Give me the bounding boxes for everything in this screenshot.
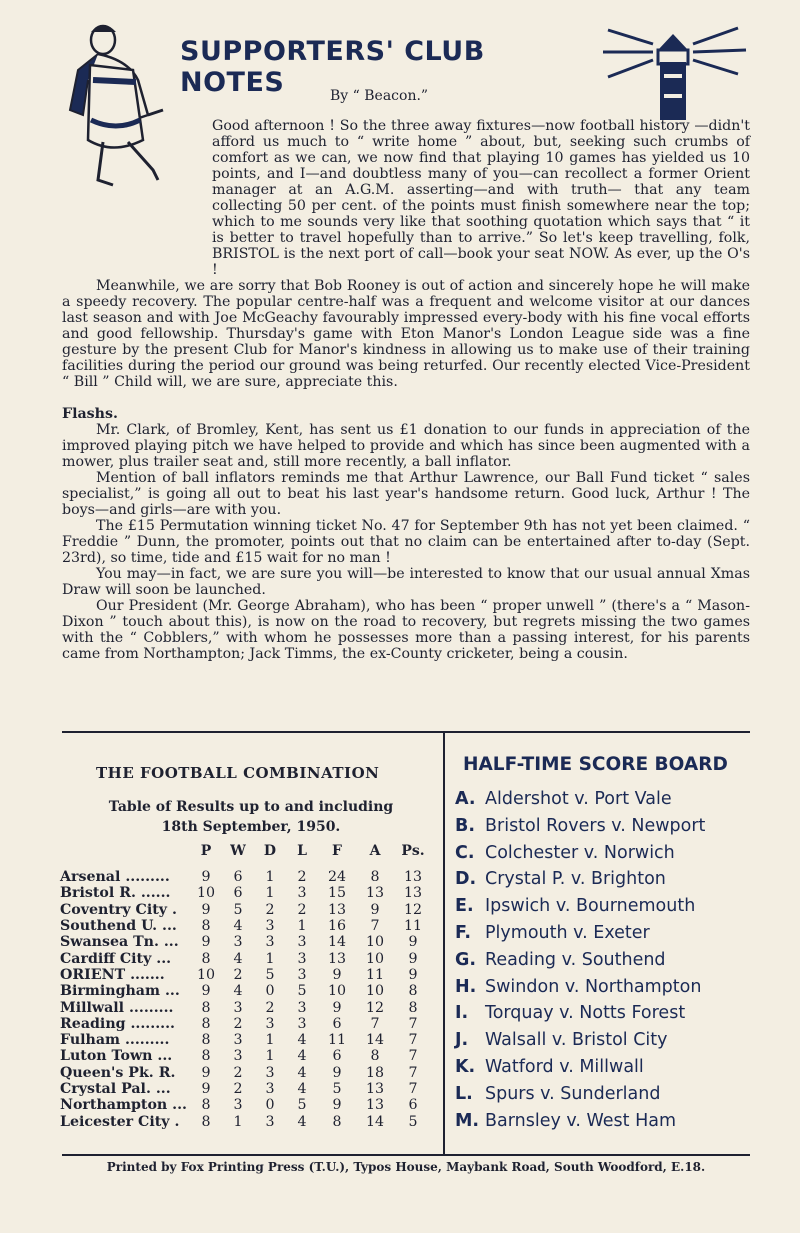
lost-cell: 3 xyxy=(297,999,307,1016)
for-cell: 24 xyxy=(327,869,347,886)
paragraph-xmas-draw: You may—in fact, we are sure you will—be interested to know that our usual annual Xmas Draw will soon be launched. xyxy=(62,566,750,598)
halftime-item xyxy=(455,1000,705,1027)
halftime-item xyxy=(455,1054,705,1081)
points-cell: 7 xyxy=(408,1064,418,1081)
paragraph-rooney: Meanwhile, we are sorry that Bob Rooney is out of action and sincerely hope he will make a speedy recovery. The popular centre-half was a frequent and welcome visitor at our dances last season and with Joe McGeachy favourably impressed every-body with his fine vocal efforts and good fellowship. Thursday's game with Eton Manor's London League side was a fine gesture by the present Club for Manor's kindness in allowing us to make use of their training facilities during the period our ground was being returfed. Our recently elected Vice-President “ Bill ” Child will, we are sure, appreciate this. xyxy=(62,278,750,390)
team-name: Millwall ......... xyxy=(60,999,174,1016)
drawn-cell: 3 xyxy=(265,1113,275,1130)
drawn-cell: 3 xyxy=(265,918,275,935)
against-cell: 12 xyxy=(365,999,385,1016)
played-cell: 9 xyxy=(201,1081,211,1097)
lost-cell: 4 xyxy=(297,1113,307,1130)
paragraph-president: Our President (Mr. George Abraham), who has been “ proper unwell ” (there's a “ Mason-Dixon ” touch about this), is now on the road to recovery, but regrets missing the two games with the “ Cobblers,” with whom he possesses more than a passing interest, for his parents came from Northampton; Jack Timms, the ex-County cricketer, being a cousin. xyxy=(62,598,750,662)
paragraph-intro: Good afternoon ! So the three away fixtures—now football history —didn't afford us much to “ write home ” about, but, seeking such crumbs of comfort as we can, we now find that playing 10 games has yielded us 10 points, and I—and doubtless many of you—can recollect a former Orient manager at an A.G.M. asserting—and with truth— that any team collecting 50 per cent. of the points must finish somewhere near the top; which to me sounds very like that soothing quotation which says that “ it is better to travel hopefully than to arrive.” So let's keep travelling, folk, BRISTOL is the next port of call—book your seat NOW. As ever, up the O's ! xyxy=(212,118,750,278)
combination-subtitle xyxy=(86,797,416,837)
table-row xyxy=(60,918,432,934)
won-cell: 6 xyxy=(233,869,243,886)
for-cell: 15 xyxy=(327,885,347,902)
for-cell: 5 xyxy=(332,1081,342,1097)
played-cell: 8 xyxy=(201,1113,211,1130)
against-cell: 7 xyxy=(370,918,380,935)
results-table xyxy=(60,843,432,1130)
halftime-letter: H. xyxy=(455,976,477,997)
table-row xyxy=(60,1016,432,1032)
drawn-cell: 1 xyxy=(265,950,275,967)
played-cell: 9 xyxy=(201,901,211,918)
halftime-fixture: Aldershot v. Port Vale xyxy=(485,789,672,809)
points-cell: 11 xyxy=(403,918,423,935)
lost-cell: 3 xyxy=(297,1015,307,1032)
lost-cell: 5 xyxy=(297,983,307,1000)
halftime-fixture: Colchester v. Norwich xyxy=(485,842,675,863)
header-played: P xyxy=(200,843,212,859)
halftime-fixture: Torquay v. Notts Forest xyxy=(485,1003,686,1024)
header-for: F xyxy=(332,843,342,859)
table-row xyxy=(60,1065,432,1081)
paragraph-donation: Mr. Clark, of Bromley, Kent, has sent us £1 donation to our funds in appreciation of the improved playing pitch we have helped to provide and which has since been augmented with a mower, plus trailer seat and, still more recently, a ball inflator. xyxy=(62,422,750,470)
for-cell: 9 xyxy=(332,1097,342,1114)
halftime-item xyxy=(455,1081,705,1108)
halftime-letter: L. xyxy=(455,1083,473,1104)
team-name: Swansea Tn. ... xyxy=(60,934,179,951)
team-name: Queen's Pk. R. xyxy=(60,1064,176,1081)
halftime-item xyxy=(455,840,705,867)
halftime-letter: K. xyxy=(455,1056,476,1077)
page-title: SUPPORTERS' CLUB NOTES xyxy=(180,36,485,98)
against-cell: 10 xyxy=(365,934,385,951)
combination-subtitle-line2: 18th September, 1950. xyxy=(161,819,341,835)
played-cell: 9 xyxy=(201,934,211,951)
halftime-item xyxy=(455,947,705,974)
drawn-cell: 0 xyxy=(265,1097,275,1114)
won-cell: 3 xyxy=(233,934,243,951)
points-cell: 6 xyxy=(408,1097,418,1114)
lighthouse-icon xyxy=(598,22,748,122)
lost-cell: 5 xyxy=(297,1097,307,1114)
played-cell: 8 xyxy=(201,999,211,1016)
table-row xyxy=(60,983,432,999)
points-cell: 7 xyxy=(408,1048,418,1065)
against-cell: 8 xyxy=(370,1048,380,1065)
halftime-item xyxy=(455,920,705,947)
lost-cell: 2 xyxy=(297,869,307,886)
paragraph-permutation: The £15 Permutation winning ticket No. 47 for September 9th has not yet been claimed. “ Freddie ” Dunn, the promoter, points out that no claim can be entertained after to-day (Sept. 23rd), so time, tide and £15 wait for no man ! xyxy=(62,518,750,566)
halftime-letter: C. xyxy=(455,842,475,863)
played-cell: 9 xyxy=(201,1064,211,1081)
played-cell: 9 xyxy=(201,869,211,886)
halftime-item xyxy=(455,813,705,840)
lost-cell: 3 xyxy=(297,934,307,951)
points-cell: 9 xyxy=(408,966,418,983)
for-cell: 9 xyxy=(332,999,342,1016)
won-cell: 3 xyxy=(233,1097,243,1114)
won-cell: 6 xyxy=(233,885,243,902)
header-won: W xyxy=(230,843,246,859)
won-cell: 2 xyxy=(233,1015,243,1032)
played-cell: 8 xyxy=(201,1048,211,1065)
team-name: Luton Town ... xyxy=(60,1048,173,1065)
points-cell: 8 xyxy=(408,999,418,1016)
against-cell: 11 xyxy=(365,966,385,983)
halftime-item xyxy=(455,866,705,893)
won-cell: 4 xyxy=(233,918,243,935)
paragraph-ball-fund: Mention of ball inflators reminds me that Arthur Lawrence, our Ball Fund ticket “ sales specialist,” is going all out to beat his last year's handsome return. Good luck, Arthur ! The boys—and girls—are with you. xyxy=(62,470,750,518)
team-name: Southend U. ... xyxy=(60,918,177,935)
for-cell: 16 xyxy=(327,918,347,935)
halftime-fixture: Walsall v. Bristol City xyxy=(485,1030,668,1051)
points-cell: 13 xyxy=(403,869,423,886)
team-name: Fulham ......... xyxy=(60,1032,170,1049)
header-team xyxy=(60,843,190,869)
team-name: Coventry City . xyxy=(60,901,177,918)
halftime-title: HALF-TIME SCORE BOARD xyxy=(463,754,728,775)
section-divider-top xyxy=(62,731,750,733)
team-name: ORIENT ....... xyxy=(60,966,165,983)
won-cell: 2 xyxy=(233,1064,243,1081)
lost-cell: 2 xyxy=(297,901,307,918)
table-row xyxy=(60,999,432,1015)
table-row xyxy=(60,902,432,918)
for-cell: 14 xyxy=(327,934,347,951)
points-cell: 7 xyxy=(408,1032,418,1049)
drawn-cell: 3 xyxy=(265,1015,275,1032)
against-cell: 13 xyxy=(365,1097,385,1114)
lost-cell: 4 xyxy=(297,1048,307,1065)
halftime-letter: A. xyxy=(455,789,476,809)
points-cell: 12 xyxy=(403,901,423,918)
won-cell: 5 xyxy=(233,901,243,918)
for-cell: 13 xyxy=(327,901,347,918)
halftime-letter: B. xyxy=(455,815,475,836)
against-cell: 14 xyxy=(365,1032,385,1049)
team-name: Birmingham ... xyxy=(60,983,180,1000)
halftime-fixture: Watford v. Millwall xyxy=(485,1056,644,1077)
for-cell: 10 xyxy=(327,983,347,1000)
for-cell: 6 xyxy=(332,1048,342,1065)
halftime-list xyxy=(455,786,705,1134)
table-row xyxy=(60,1032,432,1048)
points-cell: 5 xyxy=(408,1113,418,1130)
halftime-fixture: Spurs v. Sunderland xyxy=(485,1083,661,1104)
halftime-item xyxy=(455,893,705,920)
team-name: Bristol R. ...... xyxy=(60,885,171,902)
table-row xyxy=(60,1048,432,1064)
drawn-cell: 2 xyxy=(265,901,275,918)
team-name: Cardiff City ... xyxy=(60,950,172,967)
halftime-letter: D. xyxy=(455,869,477,890)
table-row xyxy=(60,1081,432,1097)
lost-cell: 4 xyxy=(297,1032,307,1049)
for-cell: 13 xyxy=(327,950,347,967)
points-cell: 13 xyxy=(403,885,423,902)
points-cell: 8 xyxy=(408,983,418,1000)
drawn-cell: 1 xyxy=(265,1032,275,1049)
table-row xyxy=(60,950,432,966)
combination-title: THE FOOTBALL COMBINATION xyxy=(96,764,380,782)
halftime-letter: E. xyxy=(455,896,474,917)
column-divider xyxy=(443,732,445,1155)
header-points: Ps. xyxy=(401,843,425,859)
lost-cell: 3 xyxy=(297,950,307,967)
team-name: Reading ......... xyxy=(60,1015,175,1032)
table-row xyxy=(60,934,432,950)
against-cell: 13 xyxy=(365,885,385,902)
drawn-cell: 2 xyxy=(265,999,275,1016)
points-cell: 9 xyxy=(408,934,418,951)
played-cell: 8 xyxy=(201,1015,211,1032)
won-cell: 3 xyxy=(233,999,243,1016)
halftime-fixture: Plymouth v. Exeter xyxy=(485,922,650,943)
won-cell: 1 xyxy=(233,1113,243,1130)
byline: By “ Beacon.” xyxy=(330,88,429,104)
team-name: Northampton ... xyxy=(60,1097,187,1114)
played-cell: 10 xyxy=(196,885,216,902)
club-notes-article xyxy=(62,118,750,662)
halftime-letter: J. xyxy=(455,1030,469,1051)
against-cell: 9 xyxy=(370,901,380,918)
table-row xyxy=(60,885,432,901)
drawn-cell: 1 xyxy=(265,885,275,902)
played-cell: 10 xyxy=(196,966,216,983)
halftime-fixture: Swindon v. Northampton xyxy=(485,976,702,997)
points-cell: 9 xyxy=(408,950,418,967)
halftime-fixture: Ipswich v. Bournemouth xyxy=(485,896,696,917)
against-cell: 10 xyxy=(365,950,385,967)
lost-cell: 3 xyxy=(297,966,307,983)
drawn-cell: 3 xyxy=(265,1064,275,1081)
against-cell: 14 xyxy=(365,1113,385,1130)
table-row xyxy=(60,1097,432,1113)
against-cell: 10 xyxy=(365,983,385,1000)
against-cell: 7 xyxy=(370,1015,380,1032)
header-lost: L xyxy=(297,843,307,859)
flashes-heading: Flashs. xyxy=(62,406,118,422)
team-name: Arsenal ......... xyxy=(60,869,170,886)
halftime-fixture: Bristol Rovers v. Newport xyxy=(485,815,706,836)
lost-cell: 4 xyxy=(297,1081,307,1097)
lost-cell: 1 xyxy=(297,918,307,935)
halftime-item xyxy=(455,1108,705,1135)
for-cell: 9 xyxy=(332,966,342,983)
halftime-fixture: Reading v. Southend xyxy=(485,949,666,970)
drawn-cell: 5 xyxy=(265,966,275,983)
for-cell: 6 xyxy=(332,1015,342,1032)
drawn-cell: 3 xyxy=(265,1081,275,1097)
drawn-cell: 1 xyxy=(265,869,275,886)
won-cell: 4 xyxy=(233,950,243,967)
points-cell: 7 xyxy=(408,1081,418,1097)
lost-cell: 4 xyxy=(297,1064,307,1081)
halftime-letter: F. xyxy=(455,922,472,943)
won-cell: 4 xyxy=(233,983,243,1000)
halftime-letter: G. xyxy=(455,949,477,970)
for-cell: 9 xyxy=(332,1064,342,1081)
halftime-item xyxy=(455,1027,705,1054)
halftime-fixture: Crystal P. v. Brighton xyxy=(485,869,666,890)
printer-credit: Printed by Fox Printing Press (T.U.), Typos House, Maybank Road, South Woodford, E.18. xyxy=(106,1160,706,1174)
header-drawn: D xyxy=(263,843,277,859)
played-cell: 8 xyxy=(201,918,211,935)
table-row xyxy=(60,967,432,983)
for-cell: 8 xyxy=(332,1113,342,1130)
lost-cell: 3 xyxy=(297,885,307,902)
played-cell: 9 xyxy=(201,983,211,1000)
won-cell: 3 xyxy=(233,1032,243,1049)
for-cell: 11 xyxy=(327,1032,347,1049)
points-cell: 7 xyxy=(408,1015,418,1032)
halftime-item xyxy=(455,974,705,1001)
against-cell: 18 xyxy=(365,1064,385,1081)
halftime-item xyxy=(455,786,705,813)
header-against: A xyxy=(369,843,381,859)
halftime-letter: I. xyxy=(455,1003,469,1024)
results-header-row xyxy=(60,843,432,869)
drawn-cell: 0 xyxy=(265,983,275,1000)
team-name: Crystal Pal. ... xyxy=(60,1081,171,1097)
combination-subtitle-line1: Table of Results up to and including xyxy=(108,799,394,815)
drawn-cell: 1 xyxy=(265,1048,275,1065)
halftime-letter: M. xyxy=(455,1110,480,1131)
against-cell: 8 xyxy=(370,869,380,886)
table-row xyxy=(60,1113,432,1129)
played-cell: 8 xyxy=(201,950,211,967)
won-cell: 3 xyxy=(233,1048,243,1065)
results-body xyxy=(60,869,432,1130)
halftime-fixture: Barnsley v. West Ham xyxy=(485,1110,677,1131)
played-cell: 8 xyxy=(201,1032,211,1049)
drawn-cell: 3 xyxy=(265,934,275,951)
team-name: Leicester City . xyxy=(60,1113,180,1130)
played-cell: 8 xyxy=(201,1097,211,1114)
section-divider-bottom xyxy=(62,1154,750,1156)
against-cell: 13 xyxy=(365,1081,385,1097)
won-cell: 2 xyxy=(233,966,243,983)
won-cell: 2 xyxy=(233,1081,243,1097)
table-row xyxy=(60,869,432,885)
